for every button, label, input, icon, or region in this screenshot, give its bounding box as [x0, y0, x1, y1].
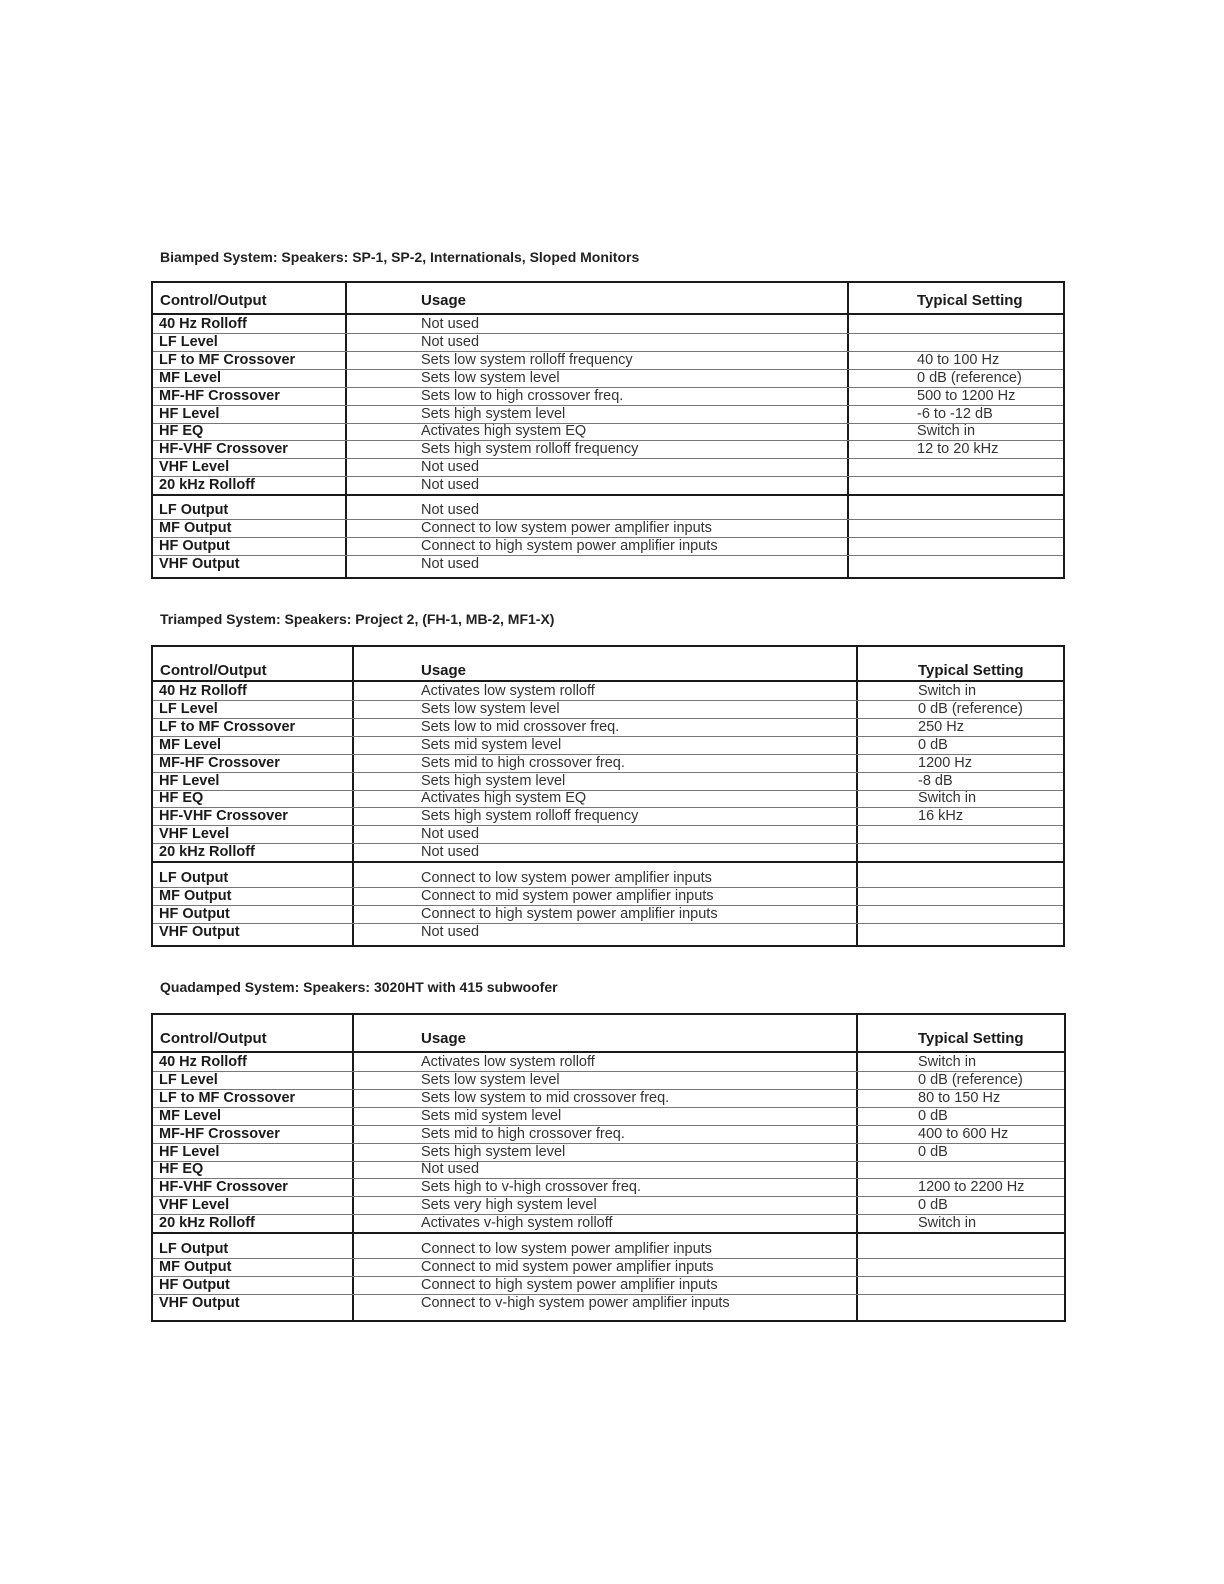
header-typical-setting: Typical Setting	[918, 662, 1024, 679]
settings-table	[151, 281, 1065, 579]
header-usage: Usage	[421, 292, 467, 309]
usage-cell: Sets very high system level	[421, 1197, 597, 1214]
usage-cell: Sets low system level	[421, 700, 560, 717]
usage-cell: Activates low system rolloff	[421, 683, 595, 699]
section-title: Triamped System: Speakers: Project 2, (FH-1, MB-2, MF1-X)	[160, 611, 555, 627]
header-control-output: Control/Output	[160, 662, 267, 679]
control-output-cell: 40 Hz Rolloff	[159, 683, 247, 699]
table-row	[153, 1144, 1064, 1162]
control-output-cell: MF-HF Crossover	[159, 387, 280, 404]
section-title: Biamped System: Speakers: SP-1, SP-2, Internationals, Sloped Monitors	[160, 249, 640, 265]
table-row	[153, 520, 1063, 538]
usage-cell: Sets mid system level	[421, 736, 562, 753]
control-output-cell: VHF Output	[159, 923, 240, 940]
usage-cell: Not used	[421, 316, 480, 332]
control-output-cell: HF EQ	[159, 790, 204, 807]
table-row	[153, 888, 1063, 906]
control-output-cell: LF Level	[159, 1071, 218, 1088]
control-output-cell: HF Output	[159, 1276, 230, 1293]
typical-setting-cell: 0 dB	[918, 1107, 948, 1124]
control-output-cell: HF Level	[159, 772, 220, 789]
control-output-cell: HF-VHF Crossover	[159, 1179, 288, 1196]
table-row	[153, 1241, 1064, 1259]
typical-setting-cell: 1200 to 2200 Hz	[918, 1179, 1025, 1196]
usage-cell: Connect to mid system power amplifier inputs	[421, 887, 714, 904]
header-usage: Usage	[421, 662, 467, 679]
control-output-cell: HF-VHF Crossover	[159, 808, 288, 825]
control-output-cell: MF Output	[159, 887, 232, 904]
control-output-cell: LF Output	[159, 1241, 229, 1257]
usage-cell: Activates v-high system rolloff	[421, 1215, 613, 1232]
typical-setting-cell: 1200 Hz	[918, 754, 973, 771]
control-output-cell: 40 Hz Rolloff	[159, 316, 247, 332]
usage-cell: Connect to low system power amplifier inputs	[421, 870, 712, 886]
table-row	[153, 388, 1063, 406]
table-row	[153, 719, 1063, 737]
settings-table	[151, 645, 1065, 947]
usage-cell: Sets low system to mid crossover freq.	[421, 1089, 670, 1106]
table-row	[153, 1277, 1064, 1295]
control-output-cell: MF Level	[159, 369, 222, 386]
typical-setting-cell: Switch in	[918, 683, 977, 699]
table-row	[153, 352, 1063, 370]
table-header	[153, 1015, 1064, 1053]
table-row	[153, 1072, 1064, 1090]
control-output-cell: LF Output	[159, 870, 229, 886]
control-output-cell: 40 Hz Rolloff	[159, 1054, 247, 1070]
control-output-cell: LF Level	[159, 700, 218, 717]
table-row	[153, 1215, 1064, 1234]
control-output-cell: MF Level	[159, 1107, 222, 1124]
typical-setting-cell: 0 dB	[918, 736, 948, 753]
table-row	[153, 790, 1063, 808]
typical-setting-cell: Switch in	[918, 1215, 977, 1232]
control-output-cell: HF-VHF Crossover	[159, 441, 288, 458]
table-row	[153, 924, 1063, 941]
table-row	[153, 826, 1063, 844]
usage-cell: Not used	[421, 502, 480, 518]
control-output-cell: HF EQ	[159, 423, 204, 440]
control-output-cell: HF EQ	[159, 1161, 204, 1178]
table-row	[153, 538, 1063, 556]
usage-cell: Not used	[421, 1161, 480, 1178]
usage-cell: Not used	[421, 555, 480, 572]
control-output-cell: MF-HF Crossover	[159, 1125, 280, 1142]
usage-cell: Connect to mid system power amplifier inputs	[421, 1258, 714, 1275]
table-row	[153, 1295, 1064, 1312]
header-typical-setting: Typical Setting	[917, 292, 1023, 309]
usage-cell: Connect to v-high system power amplifier inputs	[421, 1294, 730, 1311]
usage-cell: Not used	[421, 923, 480, 940]
usage-cell: Sets low system level	[421, 369, 560, 386]
header-control-output: Control/Output	[160, 1030, 267, 1047]
table-header	[153, 283, 1063, 315]
table-row	[153, 477, 1063, 496]
usage-cell: Sets mid to high crossover freq.	[421, 754, 625, 771]
usage-cell: Not used	[421, 333, 480, 350]
typical-setting-cell: 40 to 100 Hz	[917, 351, 1000, 368]
table-row	[153, 773, 1063, 791]
table-row	[153, 556, 1063, 573]
usage-cell: Sets high system rolloff frequency	[421, 441, 639, 458]
control-output-cell: LF to MF Crossover	[159, 351, 296, 368]
table-row	[153, 316, 1063, 334]
typical-setting-cell: 0 dB	[918, 1143, 948, 1160]
control-output-cell: 20 kHz Rolloff	[159, 1215, 255, 1232]
control-output-cell: LF Output	[159, 502, 229, 518]
typical-setting-cell: 80 to 150 Hz	[918, 1089, 1001, 1106]
table-row	[153, 1161, 1064, 1179]
control-output-cell: 20 kHz Rolloff	[159, 844, 255, 861]
control-output-cell: LF to MF Crossover	[159, 718, 296, 735]
control-output-cell: MF Level	[159, 736, 222, 753]
control-output-cell: HF Output	[159, 537, 230, 554]
table-row	[153, 334, 1063, 352]
typical-setting-cell: 0 dB (reference)	[918, 700, 1023, 717]
table-row	[153, 1108, 1064, 1126]
typical-setting-cell: 250 Hz	[918, 718, 964, 735]
usage-cell: Not used	[421, 826, 480, 843]
control-output-cell: VHF Level	[159, 826, 230, 843]
control-output-cell: MF Output	[159, 1258, 232, 1275]
control-output-cell: MF-HF Crossover	[159, 754, 280, 771]
table-row	[153, 906, 1063, 924]
table-row	[153, 701, 1063, 719]
table-row	[153, 1197, 1064, 1215]
table-row	[153, 406, 1063, 424]
table-header	[153, 647, 1063, 682]
table-row	[153, 1179, 1064, 1197]
usage-cell: Sets high system rolloff frequency	[421, 808, 639, 825]
table-row	[153, 1126, 1064, 1144]
usage-cell: Sets low to mid crossover freq.	[421, 718, 620, 735]
table-row	[153, 459, 1063, 477]
control-output-cell: VHF Output	[159, 1294, 240, 1311]
control-output-cell: VHF Level	[159, 459, 230, 476]
table-row	[153, 737, 1063, 755]
table-row	[153, 808, 1063, 826]
section-title: Quadamped System: Speakers: 3020HT with 415 subwoofer	[160, 979, 558, 995]
typical-setting-cell: 400 to 600 Hz	[918, 1125, 1009, 1142]
usage-cell: Not used	[421, 477, 480, 494]
control-output-cell: MF Output	[159, 519, 232, 536]
table-row	[153, 502, 1063, 520]
typical-setting-cell: 16 kHz	[918, 808, 964, 825]
usage-cell: Sets low to high crossover freq.	[421, 387, 624, 404]
typical-setting-cell: -6 to -12 dB	[917, 405, 993, 422]
usage-cell: Sets mid system level	[421, 1107, 562, 1124]
usage-cell: Connect to low system power amplifier inputs	[421, 1241, 712, 1257]
control-output-cell: HF Level	[159, 405, 220, 422]
table-row	[153, 844, 1063, 863]
settings-table	[151, 1013, 1066, 1322]
table-row	[153, 423, 1063, 441]
table-row	[153, 1054, 1064, 1072]
header-control-output: Control/Output	[160, 292, 267, 309]
typical-setting-cell: -8 dB	[918, 772, 953, 789]
table-row	[153, 370, 1063, 388]
usage-cell: Not used	[421, 459, 480, 476]
typical-setting-cell: Switch in	[917, 423, 976, 440]
usage-cell: Connect to high system power amplifier inputs	[421, 537, 718, 554]
usage-cell: Activates low system rolloff	[421, 1054, 595, 1070]
usage-cell: Sets high system level	[421, 1143, 566, 1160]
control-output-cell: HF Level	[159, 1143, 220, 1160]
usage-cell: Connect to high system power amplifier inputs	[421, 905, 718, 922]
usage-cell: Not used	[421, 844, 480, 861]
typical-setting-cell: 0 dB (reference)	[917, 369, 1022, 386]
usage-cell: Connect to high system power amplifier inputs	[421, 1276, 718, 1293]
typical-setting-cell: 0 dB (reference)	[918, 1071, 1023, 1088]
table-row	[153, 683, 1063, 701]
typical-setting-cell: 12 to 20 kHz	[917, 441, 999, 458]
header-usage: Usage	[421, 1030, 467, 1047]
table-row	[153, 1090, 1064, 1108]
usage-cell: Sets low system level	[421, 1071, 560, 1088]
typical-setting-cell: Switch in	[918, 1054, 977, 1070]
control-output-cell: VHF Level	[159, 1197, 230, 1214]
usage-cell: Activates high system EQ	[421, 423, 587, 440]
typical-setting-cell: 500 to 1200 Hz	[917, 387, 1016, 404]
usage-cell: Sets low system rolloff frequency	[421, 351, 633, 368]
table-row	[153, 1259, 1064, 1277]
table-row	[153, 870, 1063, 888]
typical-setting-cell: Switch in	[918, 790, 977, 807]
table-row	[153, 755, 1063, 773]
table-row	[153, 441, 1063, 459]
usage-cell: Connect to low system power amplifier inputs	[421, 519, 712, 536]
usage-cell: Sets high to v-high crossover freq.	[421, 1179, 642, 1196]
usage-cell: Activates high system EQ	[421, 790, 587, 807]
control-output-cell: LF Level	[159, 333, 218, 350]
control-output-cell: HF Output	[159, 905, 230, 922]
control-output-cell: 20 kHz Rolloff	[159, 477, 255, 494]
typical-setting-cell: 0 dB	[918, 1197, 948, 1214]
header-typical-setting: Typical Setting	[918, 1030, 1024, 1047]
usage-cell: Sets high system level	[421, 772, 566, 789]
usage-cell: Sets high system level	[421, 405, 566, 422]
usage-cell: Sets mid to high crossover freq.	[421, 1125, 625, 1142]
control-output-cell: LF to MF Crossover	[159, 1089, 296, 1106]
control-output-cell: VHF Output	[159, 555, 240, 572]
